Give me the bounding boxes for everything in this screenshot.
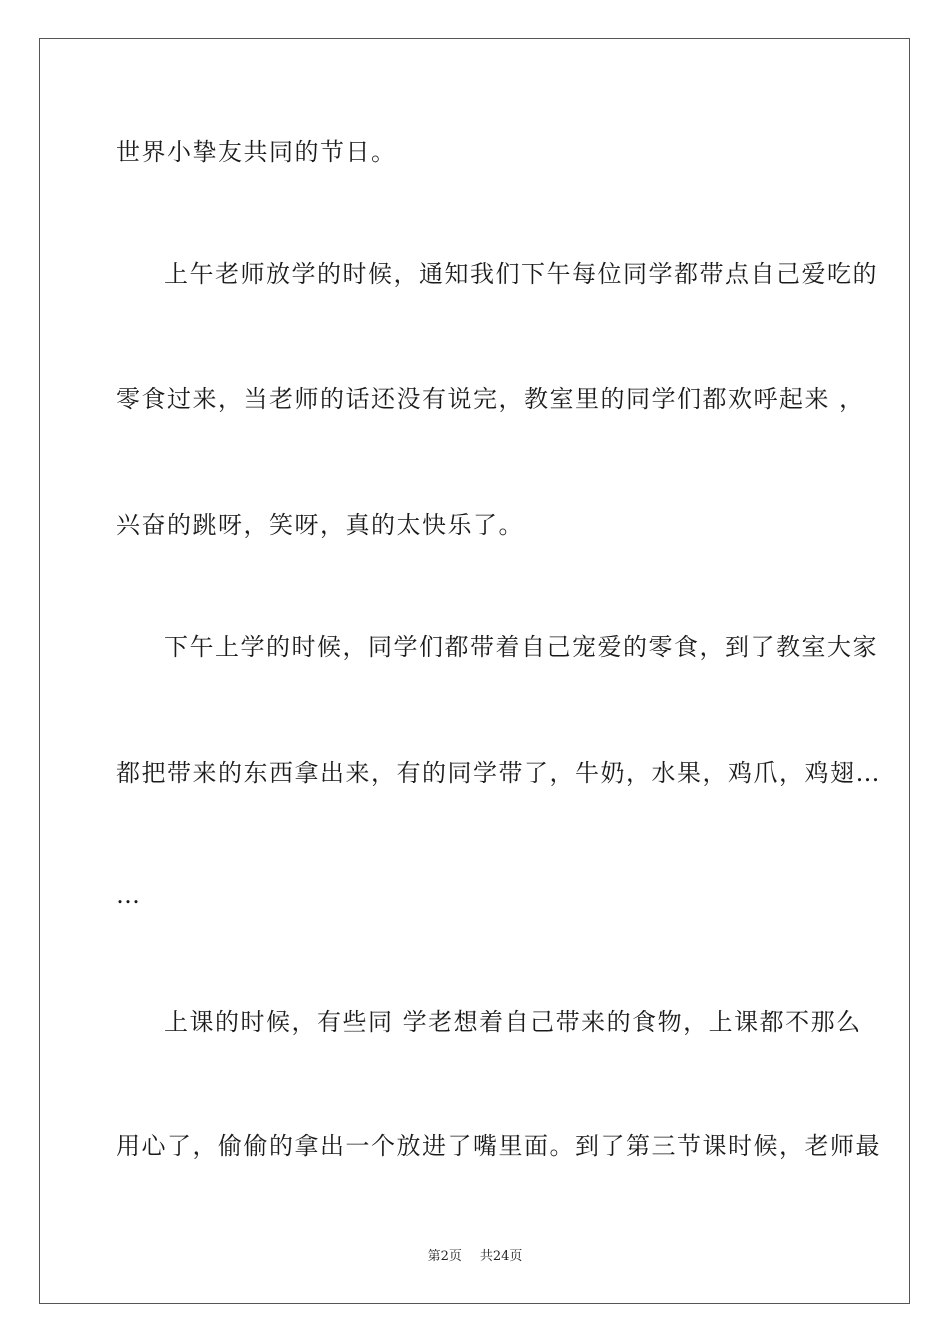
text-line: 世界小挚友共同的节日。	[116, 138, 397, 166]
text-line: 兴奋的跳呀，笑呀，真的太快乐了。	[116, 511, 524, 539]
page-footer	[0, 1248, 950, 1266]
page-number: 第2页	[427, 1249, 462, 1264]
paragraph-line: 上课的时候，有些同 学老想着自己带来的食物，上课都不那么	[164, 1008, 862, 1036]
text-line: …	[116, 881, 142, 909]
paragraph-line: 上午老师放学的时候，通知我们下午每位同学都带点自己爱吃的	[164, 260, 878, 288]
paragraph-line: 下午上学的时候，同学们都带着自己宠爱的零食，到了教室大家	[164, 633, 878, 661]
text-line: 零食过来，当老师的话还没有说完，教室里的同学们都欢呼起来 ，	[116, 385, 865, 413]
text-line: 都把带来的东西拿出来，有的同学带了，牛奶，水果，鸡爪，鸡翅…	[116, 759, 881, 787]
page-total: 共24页	[479, 1249, 523, 1264]
page-border	[39, 38, 910, 1304]
text-line: 用心了，偷偷的拿出一个放进了嘴里面。到了第三节课时候，老师最	[116, 1132, 881, 1160]
